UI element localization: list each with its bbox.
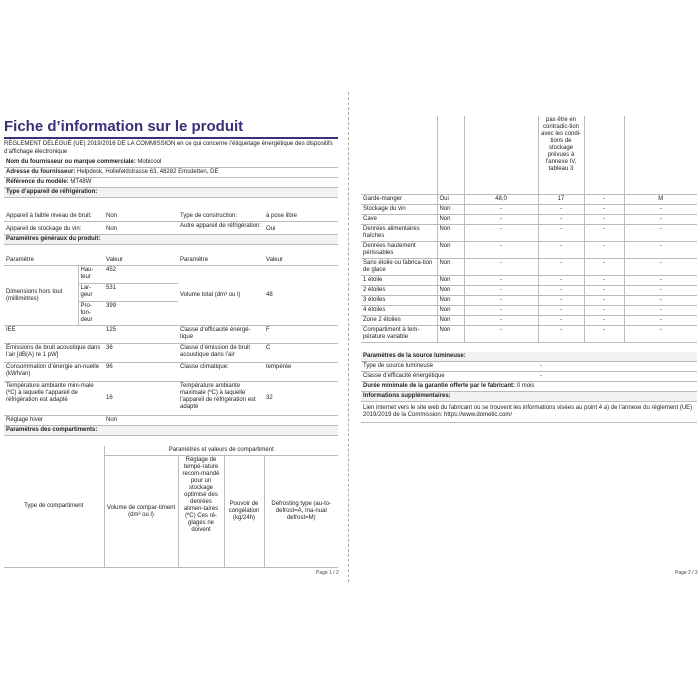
volume-label: Volume total (dm³ ou l) xyxy=(178,266,264,326)
compartment-row xyxy=(361,315,697,325)
compartment-defrost: - xyxy=(624,325,697,342)
comp-defrost-header: Defrosting type (au-to-defrost=A, ma-nual defrost=M) xyxy=(264,456,338,568)
compartment-row xyxy=(361,224,697,241)
compartment-freeze: - xyxy=(584,305,624,315)
low-noise-value: Non xyxy=(104,212,178,222)
compartment-temp: - xyxy=(538,285,584,295)
comp-volume-header: Volume de compar-timent (dm³ ou l) xyxy=(104,456,178,568)
compartment-row xyxy=(361,305,697,315)
compartment-temp: - xyxy=(538,258,584,275)
compartment-defrost: - xyxy=(624,214,697,224)
width-value: 531 xyxy=(104,284,178,302)
page-divider xyxy=(348,92,349,582)
climate-value: tempérée xyxy=(264,363,338,382)
col-param-2: Paramètre xyxy=(178,256,264,266)
compartment-name: 4 étoiles xyxy=(361,305,437,315)
compartment-defrost: - xyxy=(624,305,697,315)
compartment-volume: - xyxy=(464,325,538,342)
compartment-volume: - xyxy=(464,275,538,285)
compartment-volume: - xyxy=(464,224,538,241)
extra-text: Lien internet vers le site web du fabricant où se trouvent les informations visées au point 4 a) de l’annexe du règlement (UE) 2019/2019 de la Commission: https://www.dometic.com/ xyxy=(361,402,697,423)
compartment-freeze: - xyxy=(584,285,624,295)
col-value-1: Valeur xyxy=(104,256,178,266)
temp-min-label: Température ambiante mini-male (ºC) à laquelle l’appareil de réfrigération est adapté xyxy=(4,382,104,416)
compartment-volume: - xyxy=(464,204,538,214)
compartment-name: 2 étoiles xyxy=(361,285,437,295)
eff-class-label: Classe d’efficacité énergé-tique xyxy=(178,326,264,344)
low-noise-label: Appareil à faible niveau de bruit: xyxy=(4,212,104,222)
warranty-value: 0 mois xyxy=(516,383,535,389)
compartment-freeze: - xyxy=(584,194,624,204)
compartment-present: Oui xyxy=(437,194,464,204)
general-params-table xyxy=(4,256,338,436)
compartment-volume: 48,0 xyxy=(464,194,538,204)
col-value-2: Valeur xyxy=(264,256,338,266)
page-subtitle: RÈGLEMENT DÉLÉGUÉ (UE) 2019/2016 DE LA COMMISSION en ce qui concerne l’étiquetage énergétique des dispositifs d’affichage électronique xyxy=(4,141,333,155)
compartment-freeze: - xyxy=(584,258,624,275)
volume-value: 48 xyxy=(264,266,338,326)
type-section-title: Type d’appareil de réfrigération: xyxy=(4,188,338,198)
temp-min-value: 16 xyxy=(104,382,178,416)
address-label: Adresse du fournisseur: xyxy=(6,169,76,175)
comp-type-header: Type de compartiment xyxy=(4,446,104,568)
compartment-name: Denrées hautement périssables xyxy=(361,241,437,258)
supplier-label: Nom du fournisseur ou marque commerciale: xyxy=(6,159,136,165)
compartment-present: Non xyxy=(437,214,464,224)
compartment-row xyxy=(361,275,697,285)
address-row xyxy=(4,168,338,178)
noise-class-value: C xyxy=(264,344,338,363)
compartment-name: Zone 2 étoiles xyxy=(361,315,437,325)
compartment-temp: - xyxy=(538,275,584,285)
compartment-name: Stockage du vin xyxy=(361,204,437,214)
model-label: Référence du modèle: xyxy=(6,179,69,185)
compartment-name: Garde-manger xyxy=(361,194,437,204)
iee-value: 125 xyxy=(104,326,178,344)
compartment-rows xyxy=(361,194,697,342)
depth-label: Pro-fon-deur xyxy=(78,302,104,326)
compartment-volume: - xyxy=(464,241,538,258)
other-value: Oui xyxy=(264,222,338,235)
light-class-value: - xyxy=(538,372,697,382)
compartment-present: Non xyxy=(437,305,464,315)
compartment-freeze: - xyxy=(584,224,624,241)
compartment-defrost: - xyxy=(624,258,697,275)
compartment-freeze: - xyxy=(584,204,624,214)
supplier-value: Mobicool xyxy=(137,159,162,165)
compartment-defrost: M xyxy=(624,194,697,204)
light-section-title: Paramètres de la source lumineuse: xyxy=(361,352,697,362)
compartment-present: Non xyxy=(437,224,464,241)
compartment-defrost: - xyxy=(624,224,697,241)
compartment-row xyxy=(361,285,697,295)
appliance-type-table xyxy=(4,212,338,245)
compartment-table xyxy=(361,116,697,343)
height-value: 452 xyxy=(104,266,178,284)
compartment-defrost: - xyxy=(624,204,697,214)
supplier-row xyxy=(4,158,338,168)
comp-temp-header: Réglage de tempé-rature recom-mandé pour un stockage optimisé des denrées alimen-taires (ºC) Ces ré-glages ne doivent xyxy=(178,456,224,568)
compartment-temp: - xyxy=(538,204,584,214)
compartment-freeze: - xyxy=(584,295,624,305)
page-1 xyxy=(0,0,345,700)
product-info-table xyxy=(4,158,338,198)
compartment-present: Non xyxy=(437,241,464,258)
construction-label: Type de construction: xyxy=(178,212,264,222)
compartment-temp: - xyxy=(538,305,584,315)
compartment-temp: 17 xyxy=(538,194,584,204)
compartment-freeze: - xyxy=(584,241,624,258)
compartment-name: Sans étoile ou fabrica-tion de glace xyxy=(361,258,437,275)
compartment-volume: - xyxy=(464,258,538,275)
address-value: Helpdesk, Hollefeldstrasse 63, 48282 Emsdetten, DE xyxy=(77,169,219,175)
compartment-present: Non xyxy=(437,204,464,214)
compartment-row xyxy=(361,214,697,224)
compartment-name: Denrées alimentaires fraîches xyxy=(361,224,437,241)
compartment-present: Non xyxy=(437,258,464,275)
compartment-freeze: - xyxy=(584,325,624,342)
compartment-row xyxy=(361,258,697,275)
compartment-freeze: - xyxy=(584,275,624,285)
page-number: Page 1 / 2 xyxy=(316,570,339,576)
compartment-volume: - xyxy=(464,305,538,315)
compartment-name: Cave xyxy=(361,214,437,224)
compartment-row xyxy=(361,295,697,305)
warranty-label: Durée minimale de la garantie offerte par le fabricant: xyxy=(363,383,516,389)
eff-class-value: F xyxy=(264,326,338,344)
compartment-temp: - xyxy=(538,315,584,325)
comp-params-header: Paramètres et valeurs de compartiment xyxy=(104,446,338,456)
compartment-defrost: - xyxy=(624,285,697,295)
compartment-volume: - xyxy=(464,285,538,295)
general-section-title: Paramètres généraux du produit: xyxy=(4,235,338,245)
temp-max-value: 32 xyxy=(264,382,338,416)
compartment-header-table xyxy=(4,446,338,568)
winter-value: Non xyxy=(104,416,178,426)
height-label: Hau-teur xyxy=(78,266,104,284)
compartment-row xyxy=(361,194,697,204)
compartment-temp: - xyxy=(538,325,584,342)
model-value: MT48W xyxy=(70,179,92,185)
compartment-present: Non xyxy=(437,275,464,285)
compartment-defrost: - xyxy=(624,295,697,305)
temp-max-label: Température ambiante maximale (ºC) à laquelle l’appareil de réfrigération est adapté xyxy=(178,382,264,416)
compartment-row xyxy=(361,241,697,258)
compartment-defrost: - xyxy=(624,241,697,258)
depth-value: 399 xyxy=(104,302,178,326)
wine-label: Appareil de stockage du vin: xyxy=(4,222,104,235)
compartment-name: Compartiment à tem-pérature variable xyxy=(361,325,437,342)
compartment-volume: - xyxy=(464,315,538,325)
page-2 xyxy=(353,0,700,700)
light-class-label: Classe d’efficacité énergétique xyxy=(361,372,538,382)
page-title: Fiche d’information sur le produit xyxy=(4,118,244,135)
compartment-name: 1 étoile xyxy=(361,275,437,285)
comp-temp-header-cont: pas être en contradic-tion avec les condi-tions de stockage prévues à l’annexe IV, tableau 3 xyxy=(538,116,584,194)
wine-value: Non xyxy=(104,222,178,235)
light-type-value: - xyxy=(538,362,697,372)
construction-value: à pose libre xyxy=(264,212,338,222)
compartment-defrost: - xyxy=(624,275,697,285)
title-rule xyxy=(4,137,338,139)
compartment-name: 3 étoiles xyxy=(361,295,437,305)
compartment-temp: - xyxy=(538,241,584,258)
compartment-present: Non xyxy=(437,315,464,325)
compartment-temp: - xyxy=(538,295,584,305)
compartment-row xyxy=(361,325,697,342)
winter-label: Réglage hiver xyxy=(4,416,104,426)
compartment-freeze: - xyxy=(584,315,624,325)
light-table xyxy=(361,352,697,423)
col-param-1: Paramètre xyxy=(4,256,104,266)
type-section-row xyxy=(4,188,338,198)
noise-class-label: Classe d’émission de bruit acoustique dans l’air xyxy=(178,344,264,363)
noise-label: Émissions de bruit acoustique dans l’air [dB(A) re 1 pW] xyxy=(4,344,104,363)
compartment-present: Non xyxy=(437,295,464,305)
iee-label: IEE xyxy=(4,326,104,344)
climate-label: Classe climatique: xyxy=(178,363,264,382)
dimensions-label: Dimensions hors tout (millimètres) xyxy=(4,266,78,326)
energy-label: Consommation d’énergie an-nuelle (kWh/an) xyxy=(4,363,104,382)
compartment-volume: - xyxy=(464,214,538,224)
compartment-defrost: - xyxy=(624,315,697,325)
noise-value: 36 xyxy=(104,344,178,363)
compartments-section-title: Paramètres des compartiments: xyxy=(4,426,338,436)
other-label: Autre appareil de réfrigération: xyxy=(178,222,264,235)
comp-freeze-header: Pouvoir de congélation (kg/24h) xyxy=(224,456,264,568)
width-label: Lar-geur xyxy=(78,284,104,302)
page-number: Page 2 / 2 xyxy=(675,570,698,576)
compartment-row xyxy=(361,204,697,214)
model-row xyxy=(4,178,338,188)
compartment-present: Non xyxy=(437,325,464,342)
compartment-temp: - xyxy=(538,214,584,224)
compartment-volume: - xyxy=(464,295,538,305)
extra-section-title: Informations supplémentaires: xyxy=(361,392,697,402)
light-type-label: Type de source lumineuse xyxy=(361,362,538,372)
compartment-present: Non xyxy=(437,285,464,295)
energy-value: 96 xyxy=(104,363,178,382)
compartment-freeze: - xyxy=(584,214,624,224)
compartment-temp: - xyxy=(538,224,584,241)
